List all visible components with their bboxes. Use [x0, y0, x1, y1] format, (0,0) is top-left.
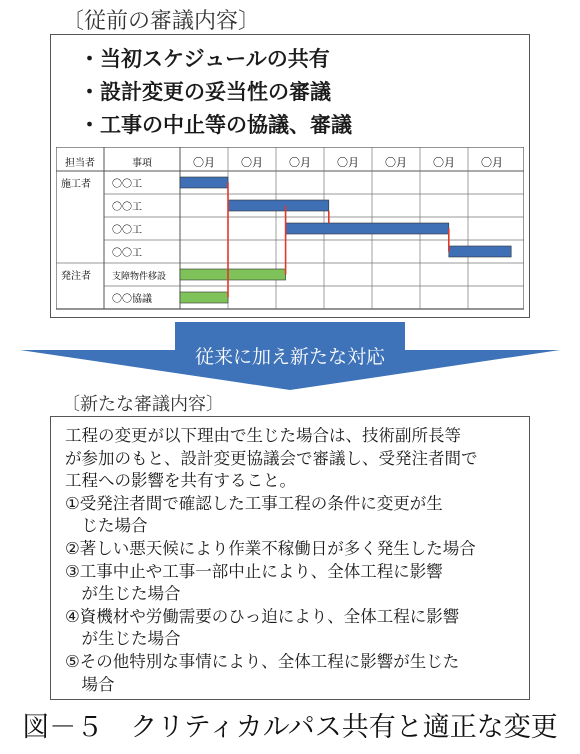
new-content-box	[50, 416, 530, 700]
header-month: 〇月	[385, 156, 407, 169]
old-bullet-item: ・当初スケジュールの共有	[79, 47, 330, 71]
row-owner: 発注者	[61, 271, 91, 282]
row-item: 〇〇工	[112, 225, 142, 236]
new-content-line: が参加のもと、設計変更協議会で審議し、受発注者間で	[65, 448, 478, 468]
gantt-bar	[180, 177, 228, 188]
new-content-line: 工程の変更が以下理由で生じた場合は、技術副所長等	[65, 426, 461, 445]
new-content-line: 場合	[65, 674, 115, 694]
header-month: 〇月	[337, 156, 359, 169]
row-owner: 施工者	[61, 179, 91, 190]
gantt-chart	[56, 147, 524, 313]
row-item: 〇〇工	[112, 202, 142, 213]
gantt-bar	[180, 292, 228, 303]
header-item: 事項	[132, 158, 152, 169]
new-section-title: 〔新たな審議内容〕	[62, 394, 224, 415]
new-content-line: 工程への影響を共有すること。	[65, 471, 296, 491]
gantt-bar	[228, 200, 329, 211]
gantt-bar	[180, 269, 286, 280]
header-month: 〇月	[241, 156, 263, 169]
new-content-line: ⑤その他特別な事情により、全体工程に影響が生じた	[65, 651, 460, 671]
old-bullet-item: ・設計変更の妥当性の審議	[79, 80, 331, 104]
figure-caption: 図－５ クリティカルパス共有と適正な変更	[22, 712, 558, 743]
new-content-line: ③工事中止や工事一部中止により、全体工程に影響	[65, 561, 443, 581]
new-content-line: が生じた場合	[65, 629, 181, 649]
new-content-list	[65, 425, 478, 696]
arrow-label: 従来に加え新たな対応	[194, 346, 385, 368]
new-content-line: ①受発注者間で確認した工事工程の条件に変更が生	[65, 493, 443, 513]
gantt-bar	[286, 223, 449, 234]
header-month: 〇月	[481, 156, 503, 169]
header-owner: 担当者	[65, 158, 95, 169]
row-item: 支障物件移設	[112, 272, 167, 282]
old-content-box	[50, 34, 530, 318]
row-item: 〇〇協議	[112, 294, 152, 305]
new-content-line: じた場合	[65, 516, 148, 536]
row-item: 〇〇工	[112, 179, 142, 190]
gantt-bar	[449, 246, 511, 257]
row-item: 〇〇工	[112, 248, 142, 259]
old-bullet-list	[79, 43, 352, 142]
old-bullet-item: ・工事の中止等の協議、審議	[79, 113, 352, 137]
new-content-line: が生じた場合	[65, 584, 181, 604]
header-month: 〇月	[433, 156, 455, 169]
header-month: 〇月	[289, 156, 311, 169]
header-month: 〇月	[193, 156, 215, 169]
new-content-line: ④資機材や労働需要のひっ迫により、全体工程に影響	[65, 606, 460, 626]
old-section-title: 〔従前の審議内容〕	[62, 9, 261, 34]
new-content-line: ②著しい悪天候により作業不稼働日が多く発生した場合	[65, 538, 476, 558]
